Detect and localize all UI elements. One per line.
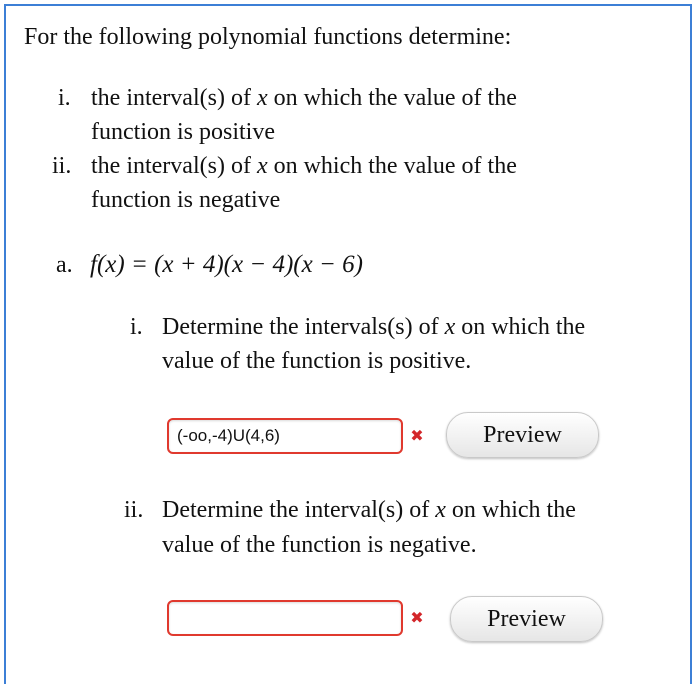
intro-item-1-line1: the interval(s) of x on which the value of the — [91, 85, 517, 111]
intro-item-1-label: i. — [58, 85, 71, 111]
preview-button-negative[interactable]: Preview — [450, 596, 603, 642]
x-mark-icon: ✖ — [410, 608, 424, 627]
question-1-line1: Determine the intervals(s) of x on which the — [162, 314, 586, 340]
question-heading: For the following polynomial functions determine: — [24, 24, 512, 50]
answer-input-positive[interactable] — [167, 418, 403, 454]
intro-item-1-line2: function is positive — [91, 119, 275, 145]
part-a-formula: f(x) = (x + 4)(x − 4)(x − 6) — [90, 251, 363, 278]
question-2-label: ii. — [124, 497, 144, 523]
question-1-label: i. — [130, 314, 143, 340]
question-1-line2: value of the function is positive. — [162, 348, 472, 374]
answer-input-negative[interactable] — [167, 600, 403, 636]
intro-item-2-line1: the interval(s) of x on which the value of the — [91, 153, 517, 179]
question-2-line2: value of the function is negative. — [162, 532, 477, 558]
intro-item-2-line2: function is negative — [91, 187, 281, 213]
preview-button-positive[interactable]: Preview — [446, 412, 599, 458]
part-a-label: a. — [56, 252, 73, 278]
intro-item-2-label: ii. — [52, 153, 72, 179]
question-2-line1: Determine the interval(s) of x on which the — [162, 497, 576, 523]
x-mark-icon: ✖ — [410, 426, 424, 445]
